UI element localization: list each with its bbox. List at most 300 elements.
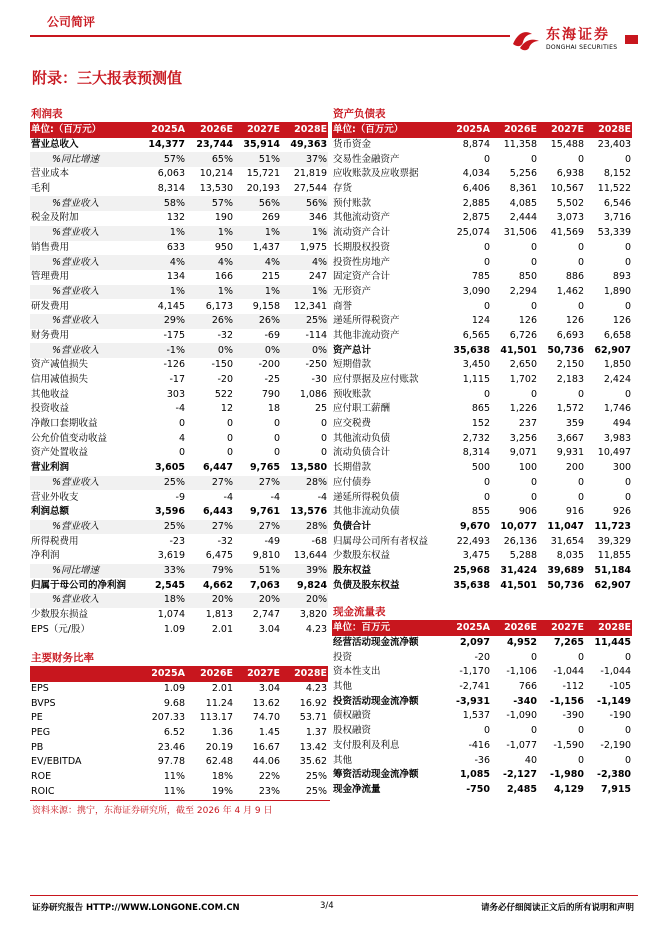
income-row-value: 51% bbox=[258, 564, 280, 576]
wave-logo-icon bbox=[510, 22, 542, 54]
balance-row-value: 2,732 bbox=[462, 432, 490, 444]
income-row-label: %营业收入 bbox=[52, 315, 100, 327]
cashflow-row bbox=[332, 739, 632, 754]
income-row bbox=[30, 476, 328, 491]
balance-header-cell: 2026E bbox=[491, 123, 538, 138]
balance-row-value: 100 bbox=[518, 462, 537, 474]
income-row-value: 0 bbox=[178, 418, 185, 430]
income-row-value: 26% bbox=[211, 315, 233, 327]
ratio-row-value: 207.33 bbox=[151, 712, 185, 724]
balance-row-value: 0 bbox=[483, 241, 490, 253]
income-row-label: 少数股东损益 bbox=[31, 609, 89, 621]
cashflow-row-value: -1,590 bbox=[553, 739, 584, 751]
ratio-row-value: 23.46 bbox=[157, 741, 185, 753]
ratio-row-value: 11.24 bbox=[205, 697, 233, 709]
balance-row-value: 300 bbox=[612, 462, 632, 474]
balance-row-label: 递延所得税资产 bbox=[333, 315, 400, 327]
balance-row-label: 其他流动负债 bbox=[333, 432, 391, 444]
balance-row-value: 3,073 bbox=[556, 212, 584, 224]
income-header-row bbox=[30, 123, 328, 138]
balance-row-value: 0 bbox=[483, 388, 490, 400]
cash-flow-table bbox=[332, 604, 632, 797]
balance-row-label: 递延所得税负债 bbox=[333, 491, 400, 503]
balance-row-value: 237 bbox=[518, 418, 537, 430]
cashflow-row-value: 11,445 bbox=[594, 637, 632, 649]
income-row-label: 营业利润 bbox=[31, 462, 70, 474]
cashflow-row-value: -1,077 bbox=[506, 739, 537, 751]
income-row-value: 20% bbox=[211, 594, 233, 606]
balance-row-value: 6,938 bbox=[556, 168, 584, 180]
cashflow-row bbox=[332, 665, 632, 680]
cashflow-row-value: -2,741 bbox=[459, 681, 490, 693]
ratio-row-label: EPS bbox=[31, 683, 49, 695]
income-row-value: -69 bbox=[264, 329, 280, 341]
ratio-row-value: 11% bbox=[163, 785, 185, 797]
balance-row-label: 流动负债合计 bbox=[333, 447, 391, 459]
balance-row-value: 0 bbox=[530, 476, 537, 488]
income-row-value: 9,761 bbox=[249, 506, 280, 518]
income-row-value: 1% bbox=[217, 285, 233, 297]
income-row-value: 51% bbox=[258, 153, 280, 165]
cashflow-row-value: 0 bbox=[625, 651, 632, 663]
income-row-value: 1.09 bbox=[163, 623, 185, 635]
income-row bbox=[30, 358, 328, 373]
ratio-header-cell bbox=[30, 667, 138, 682]
balance-row-value: 9,071 bbox=[509, 447, 537, 459]
ratio-row bbox=[30, 755, 328, 770]
income-row-value: 0 bbox=[321, 432, 328, 444]
balance-row-label: 资产总计 bbox=[333, 344, 372, 356]
balance-row bbox=[332, 461, 632, 476]
income-row-label: %营业收入 bbox=[52, 227, 100, 239]
income-row-value: 1,086 bbox=[299, 388, 328, 400]
income-row-value: 27% bbox=[211, 476, 233, 488]
income-row-label: 投资收益 bbox=[31, 403, 70, 415]
data-source-note: 资料来源：携宁，东海证券研究所，截至 2026 年 4 月 9 日 bbox=[32, 806, 273, 816]
balance-row-value: 893 bbox=[612, 271, 632, 283]
balance-row-value: 2,885 bbox=[462, 197, 490, 209]
balance-row-value: 1,462 bbox=[556, 285, 584, 297]
cashflow-row-value: -3,931 bbox=[456, 695, 490, 707]
ratio-row-value: 18% bbox=[211, 771, 233, 783]
balance-row-value: 41,569 bbox=[550, 227, 584, 239]
balance-row-value: 35,638 bbox=[453, 579, 490, 591]
income-row-value: 6,447 bbox=[202, 462, 233, 474]
income-row-value: 26% bbox=[258, 315, 280, 327]
cashflow-row-value: 2,485 bbox=[506, 783, 537, 795]
balance-row bbox=[332, 490, 632, 505]
ratio-row-value: 22% bbox=[258, 771, 280, 783]
income-row-value: 0 bbox=[321, 447, 328, 459]
balance-row bbox=[332, 343, 632, 358]
ratio-row-value: 53.71 bbox=[299, 712, 327, 724]
income-row-value: 0% bbox=[217, 344, 233, 356]
income-row-value: 49,363 bbox=[290, 139, 328, 151]
balance-row-label: 投资性房地产 bbox=[333, 256, 391, 268]
income-row-value: 21,819 bbox=[293, 168, 328, 180]
balance-row-label: 存货 bbox=[333, 183, 353, 195]
income-row-value: -114 bbox=[305, 329, 328, 341]
income-row-value: -49 bbox=[264, 535, 280, 547]
balance-row-value: 51,184 bbox=[594, 564, 632, 576]
cashflow-row bbox=[332, 694, 632, 709]
balance-row-value: 0 bbox=[577, 388, 584, 400]
income-row-label: 利润总额 bbox=[31, 506, 70, 518]
ratio-row-value: 1.09 bbox=[163, 683, 185, 695]
logo-text-cn: 东海证券 bbox=[546, 27, 610, 43]
balance-row-label: 商誉 bbox=[333, 300, 353, 312]
income-row bbox=[30, 226, 328, 241]
income-row-value: 1% bbox=[264, 227, 280, 239]
income-row-value: 35,914 bbox=[243, 139, 280, 151]
logo-text-en: DONGHAI SECURITIES bbox=[546, 44, 618, 51]
income-row-value: 2,545 bbox=[154, 579, 185, 591]
page-header bbox=[0, 0, 662, 58]
balance-row bbox=[332, 417, 632, 432]
financial-ratios-table bbox=[30, 650, 328, 799]
income-row-value: -250 bbox=[305, 359, 328, 371]
cashflow-row-value: -36 bbox=[474, 754, 490, 766]
balance-row-value: 8,152 bbox=[603, 168, 632, 180]
balance-row-value: 9,670 bbox=[459, 520, 490, 532]
income-row-value: 1% bbox=[217, 227, 233, 239]
income-row-value: 4% bbox=[311, 256, 328, 268]
balance-row-value: 31,654 bbox=[550, 535, 584, 547]
ratio-row bbox=[30, 726, 328, 741]
income-row bbox=[30, 490, 328, 505]
cashflow-row-value: -190 bbox=[609, 710, 632, 722]
income-row-value: 27% bbox=[258, 476, 280, 488]
cashflow-row-value: 0 bbox=[625, 754, 632, 766]
balance-row-label: 负债合计 bbox=[333, 520, 372, 532]
income-row-value: 1% bbox=[264, 285, 280, 297]
balance-row-label: 短期借款 bbox=[333, 359, 372, 371]
balance-row-label: 预收账款 bbox=[333, 388, 372, 400]
income-row-value: 6,475 bbox=[205, 550, 233, 562]
balance-row bbox=[332, 314, 632, 329]
balance-row-value: 926 bbox=[612, 506, 632, 518]
income-row-value: 28% bbox=[305, 520, 328, 532]
balance-row-value: 886 bbox=[565, 271, 584, 283]
ratio-row-value: 2.01 bbox=[211, 683, 233, 695]
balance-row bbox=[332, 255, 632, 270]
cashflow-row bbox=[332, 753, 632, 768]
income-row-value: 215 bbox=[261, 271, 280, 283]
balance-row bbox=[332, 226, 632, 241]
income-row-value: 58% bbox=[163, 197, 185, 209]
cashflow-row-value: -112 bbox=[562, 681, 584, 693]
balance-row bbox=[332, 549, 632, 564]
income-row-value: 4% bbox=[169, 256, 185, 268]
income-row-value: 6,063 bbox=[157, 168, 185, 180]
income-row-value: 4.23 bbox=[305, 623, 328, 635]
balance-row-label: 交易性金融资产 bbox=[333, 153, 400, 165]
ratio-row-value: 44.06 bbox=[252, 756, 280, 768]
cashflow-row-value: -750 bbox=[466, 783, 490, 795]
balance-row-value: 1,572 bbox=[556, 403, 584, 415]
income-title-row bbox=[30, 106, 328, 123]
cashflow-row-label: 股权融资 bbox=[333, 725, 372, 737]
balance-row-value: 0 bbox=[625, 153, 632, 165]
balance-row-value: 5,502 bbox=[556, 197, 584, 209]
income-row-value: 1% bbox=[311, 285, 328, 297]
income-row-label: %营业收入 bbox=[52, 476, 100, 488]
ratio-row bbox=[30, 711, 328, 726]
cashflow-row-value: 7,915 bbox=[600, 783, 632, 795]
balance-row-value: 6,658 bbox=[603, 329, 632, 341]
cashflow-row-value: 766 bbox=[518, 681, 537, 693]
cashflow-header-cell: 2026E bbox=[491, 621, 538, 636]
income-row-value: 134 bbox=[166, 271, 185, 283]
balance-row-label: 其他流动资产 bbox=[333, 212, 391, 224]
income-row bbox=[30, 387, 328, 402]
income-row-label: 财务费用 bbox=[31, 329, 70, 341]
income-row-value: -4 bbox=[175, 403, 185, 415]
cashflow-row-label: 经营活动现金流净额 bbox=[333, 637, 419, 649]
cashflow-row-value: 2,097 bbox=[459, 637, 490, 649]
income-header-cell: 2025A bbox=[138, 123, 186, 138]
income-row-value: 29% bbox=[163, 315, 185, 327]
balance-row-value: 0 bbox=[625, 241, 632, 253]
income-row bbox=[30, 152, 328, 167]
income-row-value: -175 bbox=[163, 329, 185, 341]
balance-row-value: 0 bbox=[577, 256, 584, 268]
cashflow-row bbox=[332, 724, 632, 739]
balance-row-value: 11,358 bbox=[503, 139, 537, 151]
cashflow-row-value: -1,044 bbox=[600, 666, 632, 678]
income-row-label: 毛利 bbox=[31, 183, 51, 195]
balance-row-value: 3,716 bbox=[603, 212, 632, 224]
ratio-row-value: 23% bbox=[258, 785, 280, 797]
income-row-value: -1% bbox=[166, 344, 185, 356]
income-row-value: -4 bbox=[223, 491, 233, 503]
ratio-row-value: 16.67 bbox=[252, 741, 280, 753]
income-row-value: -32 bbox=[217, 535, 233, 547]
income-row-value: -9 bbox=[175, 491, 185, 503]
ratio-row bbox=[30, 740, 328, 755]
income-row-value: 2,747 bbox=[252, 609, 280, 621]
income-row-value: 13,644 bbox=[293, 550, 328, 562]
ratio-row-value: 3.04 bbox=[258, 683, 280, 695]
cashflow-row bbox=[332, 768, 632, 783]
balance-row-value: 0 bbox=[577, 476, 584, 488]
cashflow-row-label: 筹资活动现金流净额 bbox=[333, 769, 419, 781]
income-row-value: 132 bbox=[166, 212, 185, 224]
balance-row-value: 4,085 bbox=[509, 197, 537, 209]
ratio-header-row bbox=[30, 667, 328, 682]
income-row-value: 20% bbox=[305, 594, 328, 606]
income-row bbox=[30, 343, 328, 358]
balance-row-value: 126 bbox=[565, 315, 584, 327]
income-row-value: 3,820 bbox=[299, 609, 328, 621]
balance-row-value: 1,746 bbox=[603, 403, 632, 415]
balance-row-value: 126 bbox=[518, 315, 537, 327]
balance-row-value: 1,115 bbox=[462, 374, 490, 386]
balance-row-value: 0 bbox=[483, 256, 490, 268]
balance-row-label: 应交税费 bbox=[333, 418, 372, 430]
income-row-label: 其他收益 bbox=[31, 388, 70, 400]
income-row-value: 7,063 bbox=[249, 579, 280, 591]
balance-row-value: 6,693 bbox=[556, 329, 584, 341]
income-row-value: 1,813 bbox=[205, 609, 233, 621]
income-row-label: EPS（元/股） bbox=[31, 623, 90, 635]
income-row-value: -20 bbox=[217, 374, 233, 386]
balance-row-value: 0 bbox=[483, 476, 490, 488]
balance-row-value: 865 bbox=[471, 403, 490, 415]
income-row-value: 18% bbox=[163, 594, 185, 606]
income-row-value: 12 bbox=[220, 403, 233, 415]
balance-row bbox=[332, 241, 632, 256]
ratio-row-value: 113.17 bbox=[199, 712, 233, 724]
balance-row-value: 906 bbox=[518, 506, 537, 518]
income-row bbox=[30, 431, 328, 446]
income-row-value: 25% bbox=[305, 315, 328, 327]
balance-row-value: 2,150 bbox=[556, 359, 584, 371]
ratio-header-cell: 2026E bbox=[186, 667, 234, 682]
ratio-row-value: 19% bbox=[211, 785, 233, 797]
balance-row-value: 124 bbox=[471, 315, 490, 327]
balance-row-value: 39,689 bbox=[547, 564, 584, 576]
balance-row-label: 长期借款 bbox=[333, 462, 372, 474]
balance-row-value: 5,256 bbox=[509, 168, 537, 180]
income-row-value: 57% bbox=[163, 153, 185, 165]
cashflow-row-label: 债权融资 bbox=[333, 710, 372, 722]
income-row bbox=[30, 299, 328, 314]
income-header-cell: 2027E bbox=[234, 123, 281, 138]
income-row-value: 13,576 bbox=[290, 506, 328, 518]
balance-row-value: 22,493 bbox=[456, 535, 490, 547]
income-row-label: 管理费用 bbox=[31, 271, 70, 283]
cashflow-row bbox=[332, 636, 632, 651]
income-row bbox=[30, 549, 328, 564]
balance-row-value: 26,136 bbox=[503, 535, 537, 547]
cashflow-row-value: -20 bbox=[474, 651, 490, 663]
income-row-value: 6,443 bbox=[202, 506, 233, 518]
footer-site: 证券研究报告 HTTP://WWW.LONGONE.COM.CN bbox=[32, 903, 240, 913]
balance-row-value: 0 bbox=[483, 491, 490, 503]
income-row bbox=[30, 593, 328, 608]
balance-row-value: 31,506 bbox=[503, 227, 537, 239]
balance-header-cell: 单位:（百万元） bbox=[332, 123, 444, 138]
balance-row-label: 长期股权投资 bbox=[333, 241, 391, 253]
cashflow-row-value: 0 bbox=[625, 725, 632, 737]
balance-row-value: 0 bbox=[530, 388, 537, 400]
balance-row-value: 0 bbox=[577, 153, 584, 165]
balance-row-value: 6,726 bbox=[509, 329, 537, 341]
income-row-label: %营业收入 bbox=[52, 197, 100, 209]
page-number: 3/4 bbox=[320, 901, 334, 911]
income-row bbox=[30, 461, 328, 476]
income-row-value: 27% bbox=[258, 520, 280, 532]
ratio-row-value: 16.92 bbox=[299, 697, 327, 709]
cashflow-row-value: -390 bbox=[562, 710, 584, 722]
income-row bbox=[30, 182, 328, 197]
income-row bbox=[30, 564, 328, 579]
income-row-value: 0 bbox=[273, 432, 280, 444]
cashflow-row-label: 投资 bbox=[333, 651, 353, 663]
ratio-title: 主要财务比率 bbox=[30, 650, 328, 667]
footer-divider bbox=[30, 895, 638, 896]
ratio-row bbox=[30, 785, 328, 800]
cashflow-row-value: 4,952 bbox=[506, 637, 537, 649]
balance-row bbox=[332, 138, 632, 153]
balance-row-value: 2,183 bbox=[556, 374, 584, 386]
income-row-value: 0 bbox=[273, 447, 280, 459]
income-row-value: 0% bbox=[264, 344, 280, 356]
balance-row-value: 3,667 bbox=[556, 432, 584, 444]
balance-row-value: 0 bbox=[625, 256, 632, 268]
balance-row-label: 其他非流动资产 bbox=[333, 329, 400, 341]
balance-row-value: 62,907 bbox=[594, 579, 632, 591]
cashflow-row-value: -1,149 bbox=[597, 695, 632, 707]
income-row-value: 3,619 bbox=[157, 550, 185, 562]
cashflow-row-value: -2,190 bbox=[600, 739, 632, 751]
cashflow-row-value: 0 bbox=[577, 754, 584, 766]
balance-row-value: 2,424 bbox=[603, 374, 632, 386]
balance-row-value: 200 bbox=[565, 462, 584, 474]
balance-row bbox=[332, 299, 632, 314]
balance-row-value: 0 bbox=[483, 153, 490, 165]
balance-row-value: 6,546 bbox=[603, 197, 632, 209]
balance-row bbox=[332, 578, 632, 593]
income-row-value: 25 bbox=[314, 403, 328, 415]
income-row-value: 13,530 bbox=[199, 183, 233, 195]
balance-row-label: 固定资产合计 bbox=[333, 271, 391, 283]
income-row-value: 1% bbox=[169, 285, 185, 297]
income-row-value: 1% bbox=[311, 227, 328, 239]
cashflow-row-value: -1,170 bbox=[459, 666, 490, 678]
income-row-label: %同比增速 bbox=[52, 564, 100, 576]
income-row bbox=[30, 167, 328, 182]
balance-row-label: 归属母公司所有者权益 bbox=[333, 535, 429, 547]
balance-row bbox=[332, 211, 632, 226]
income-row-value: 3,605 bbox=[154, 462, 185, 474]
balance-row-value: 11,522 bbox=[597, 183, 632, 195]
income-row-value: -200 bbox=[258, 359, 280, 371]
balance-row-value: 6,565 bbox=[462, 329, 490, 341]
balance-row-value: 8,874 bbox=[462, 139, 490, 151]
income-row-value: 12,341 bbox=[293, 300, 328, 312]
income-row-label: 研发费用 bbox=[31, 300, 70, 312]
income-row-value: 56% bbox=[305, 197, 328, 209]
balance-row-value: 5,288 bbox=[509, 550, 537, 562]
balance-row-value: 3,983 bbox=[603, 432, 632, 444]
cashflow-row-value: 1,537 bbox=[462, 710, 490, 722]
income-row-label: %营业收入 bbox=[52, 285, 100, 297]
cashflow-row-label: 投资活动现金流净额 bbox=[333, 695, 419, 707]
cashflow-row-value: 0 bbox=[483, 725, 490, 737]
ratio-row-value: 1.45 bbox=[258, 727, 280, 739]
balance-row-label: 其他非流动负债 bbox=[333, 506, 400, 518]
cashflow-row-value: -1,090 bbox=[506, 710, 537, 722]
income-row-label: %营业收入 bbox=[52, 520, 100, 532]
income-row-value: 303 bbox=[166, 388, 185, 400]
ratio-row-value: 4.23 bbox=[305, 683, 327, 695]
balance-row-value: 855 bbox=[471, 506, 490, 518]
balance-row-value: 35,638 bbox=[453, 344, 490, 356]
ratio-header-cell: 2025A bbox=[138, 667, 186, 682]
income-row-value: 23,744 bbox=[196, 139, 233, 151]
balance-row-value: 0 bbox=[625, 491, 632, 503]
income-row bbox=[30, 270, 328, 285]
balance-row-value: 0 bbox=[530, 491, 537, 503]
income-row-value: 0 bbox=[226, 418, 233, 430]
income-row bbox=[30, 505, 328, 520]
balance-row bbox=[332, 446, 632, 461]
ratio-row-value: 25% bbox=[305, 785, 327, 797]
income-row-value: 346 bbox=[308, 212, 328, 224]
income-row-label: 营业成本 bbox=[31, 168, 70, 180]
